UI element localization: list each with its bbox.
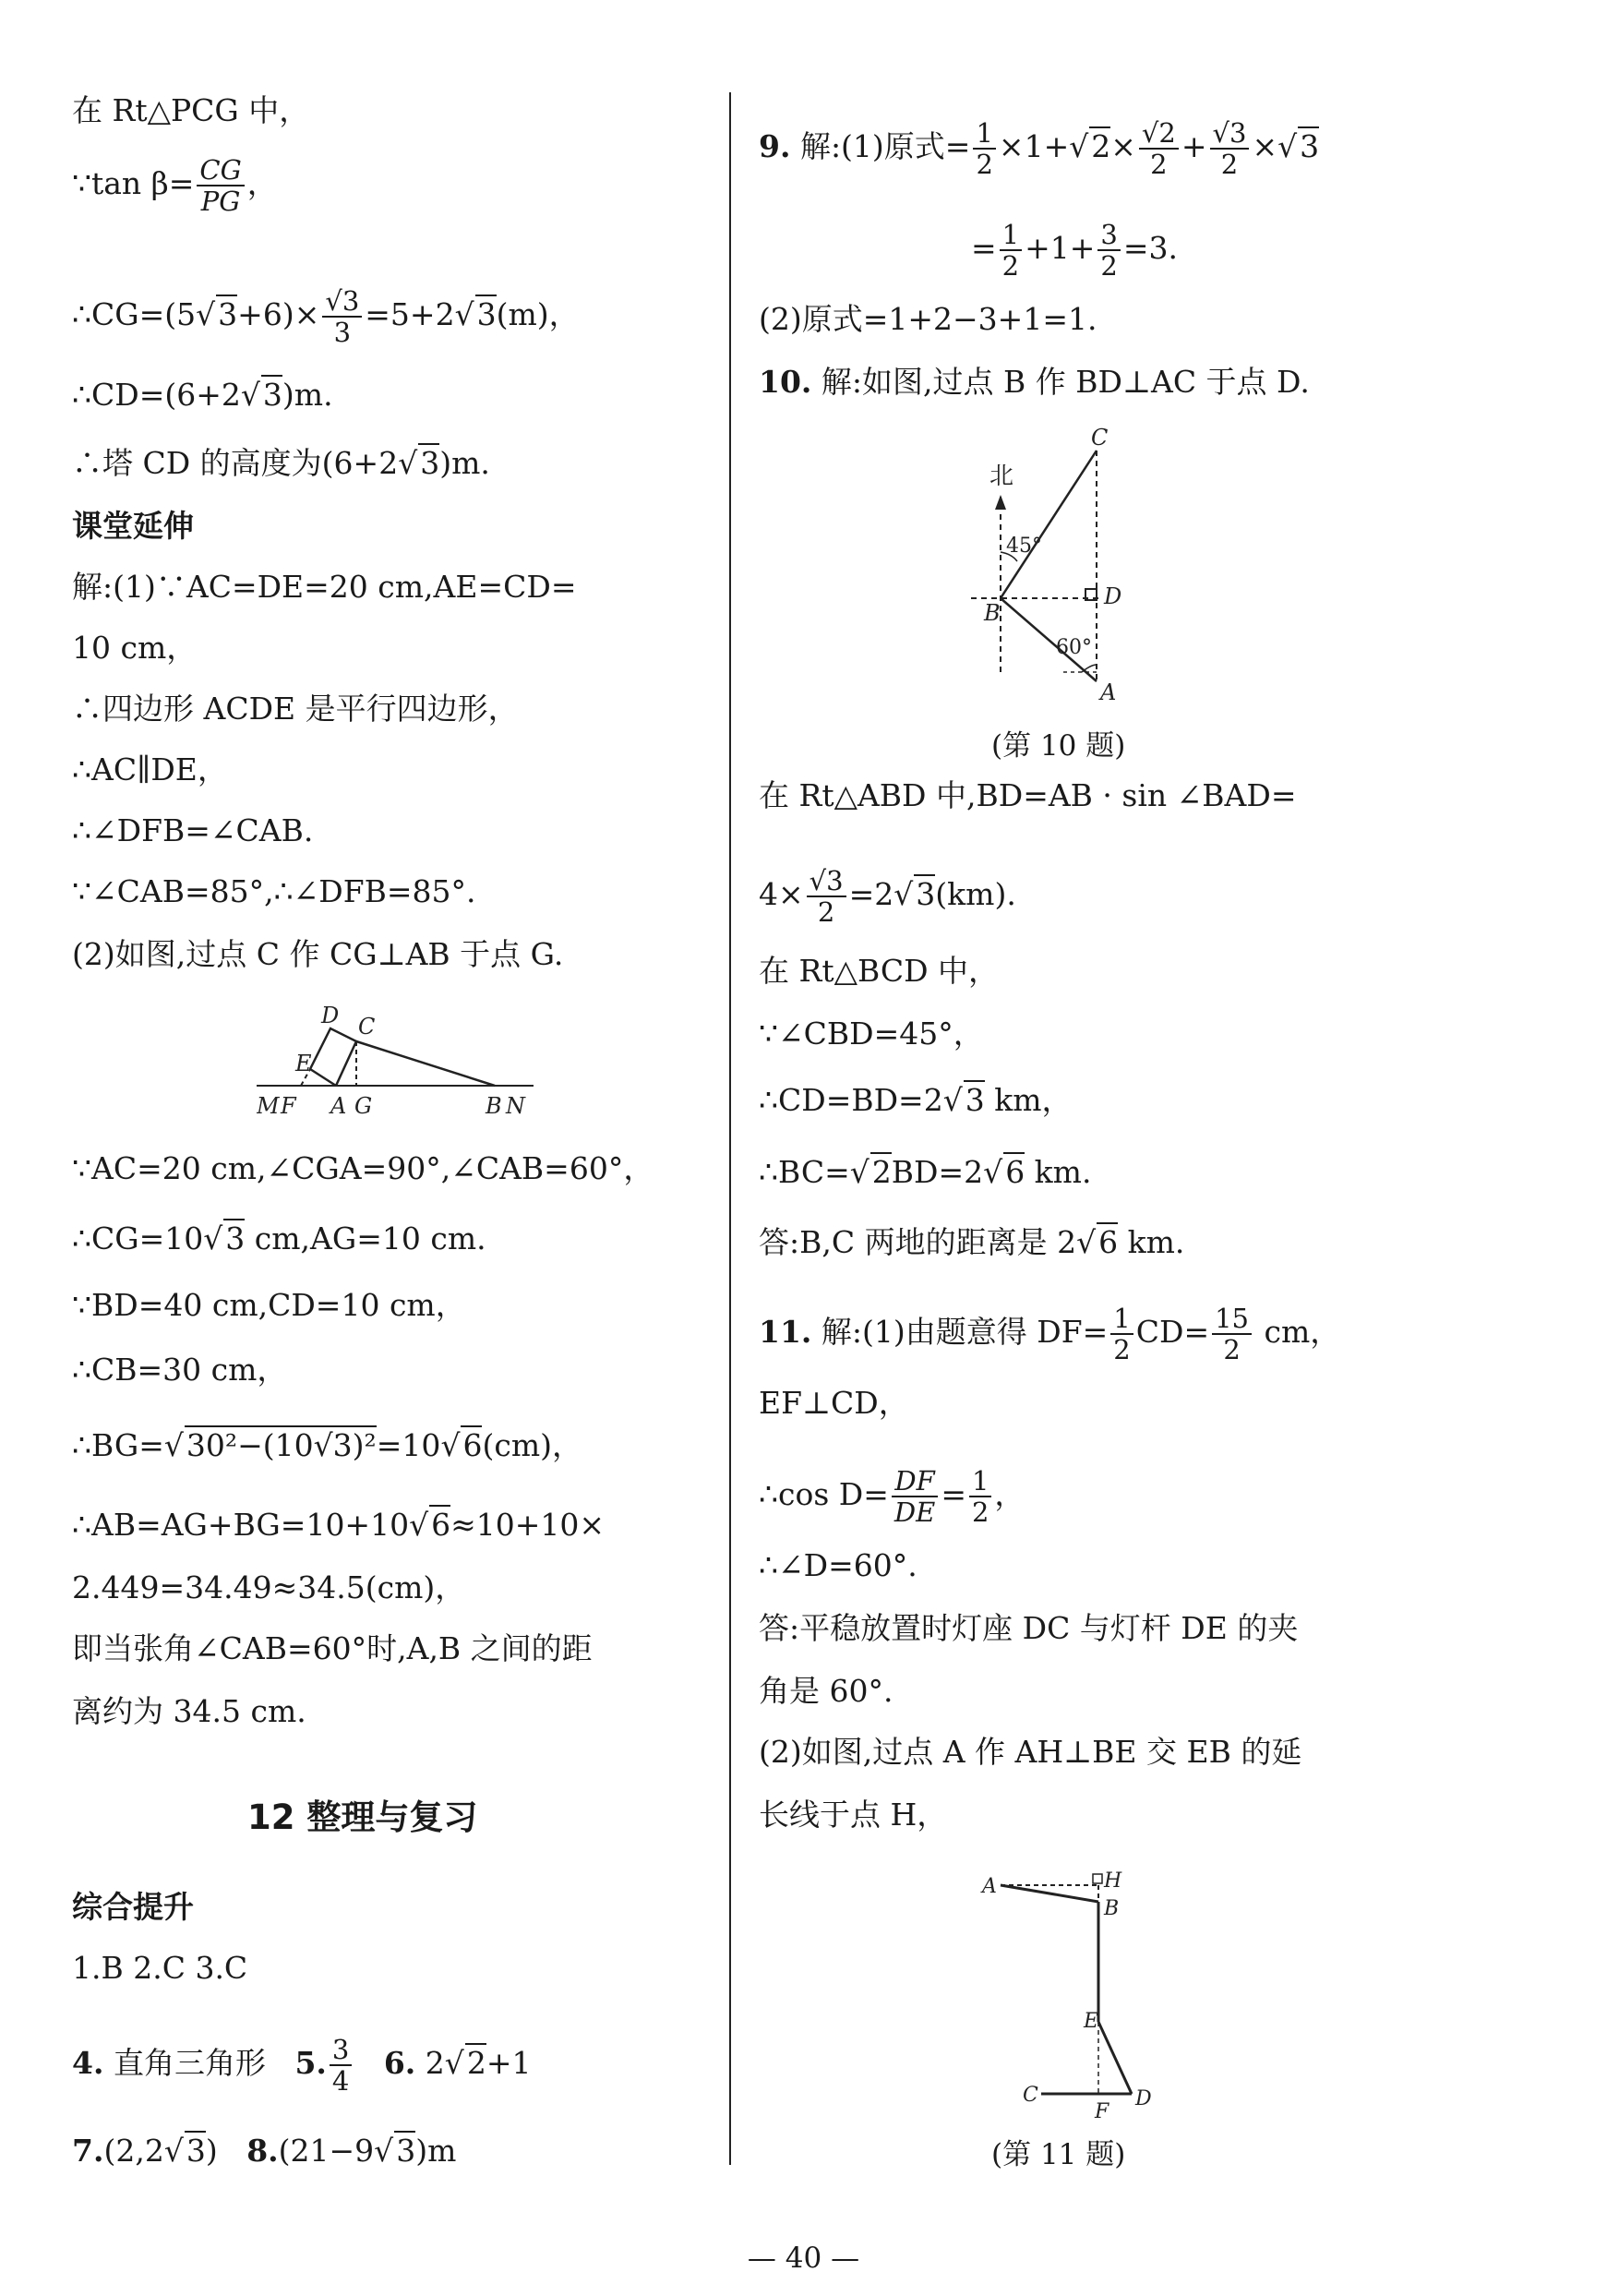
text-line: 在 Rt△ABD 中,BD=AB · sin ∠BAD= bbox=[759, 777, 1297, 813]
answer-line: 7.(2,2√3) 8.(21−9√3)m bbox=[72, 2133, 457, 2169]
text-line: 答:B,C 两地的距离是 2√6 km. bbox=[759, 1224, 1185, 1260]
label-c: C bbox=[358, 1014, 376, 1040]
label-g: G bbox=[354, 1093, 373, 1117]
fraction: $\frac{3}{2}$ bbox=[1097, 220, 1120, 281]
text-line: 10 cm， bbox=[72, 630, 198, 666]
label-b: B bbox=[1104, 1897, 1120, 1920]
segment-ab bbox=[1001, 1885, 1098, 1902]
answer-line: 4. 直角三角形 5. $\frac{3}{4}$ 6. 2√2+1 bbox=[72, 2034, 532, 2097]
label-60: 60° bbox=[1056, 636, 1092, 659]
figure-caption: (第 10 题) bbox=[991, 729, 1126, 763]
text-line: 解:(1)∵AC=DE=20 cm,AE=CD= bbox=[72, 569, 577, 605]
text-line: (2)如图,过点 C 作 CG⊥AB 于点 G. bbox=[72, 936, 564, 972]
text-line: EF⊥CD， bbox=[759, 1385, 909, 1421]
right-angle-mark bbox=[1093, 1874, 1102, 1883]
label-f: F bbox=[281, 1093, 296, 1117]
column-divider bbox=[729, 92, 731, 2165]
fraction: $\frac{3}{4}$ bbox=[330, 2035, 352, 2096]
segment-ed bbox=[1098, 2022, 1132, 2094]
segment-ea bbox=[310, 1069, 336, 1086]
text-line: ∵BD=40 cm,CD=10 cm， bbox=[72, 1287, 466, 1323]
label-n: N bbox=[506, 1093, 525, 1117]
text-line: 即当张角∠CAB=60°时,A,B 之间的距 bbox=[72, 1630, 593, 1666]
label-m: M bbox=[257, 1093, 280, 1117]
text-line: = $\frac{1}{2}$ +1+ $\frac{3}{2}$ =3. bbox=[971, 219, 1178, 282]
text-line: ∴CG=10√3 cm,AG=10 cm. bbox=[72, 1220, 486, 1256]
fraction: $\frac{√3}{2}$ bbox=[807, 866, 846, 927]
text-line: 角是 60°. bbox=[759, 1673, 893, 1709]
text-line: 答:平稳放置时灯座 DC 与灯杆 DE 的夹 bbox=[759, 1610, 1299, 1646]
segment-cb bbox=[356, 1041, 495, 1086]
figure-caption: (第 11 题) bbox=[991, 2138, 1126, 2171]
label-a: A bbox=[1100, 679, 1117, 705]
text-line: ∴BG=√30²−(10√3)²=10√6(cm)， bbox=[72, 1427, 582, 1463]
label-a: A bbox=[330, 1093, 347, 1117]
text-line: 10. 解:如图,过点 B 作 BD⊥AC 于点 D. bbox=[759, 364, 1310, 400]
page-number: — 40 — bbox=[747, 2242, 860, 2275]
text-line: ∴CD=BD=2√3 km， bbox=[759, 1082, 1073, 1118]
text-line: 长线于点 H， bbox=[759, 1797, 948, 1833]
text-line: ∵tan β= $\frac{CG}{PG}$ ， bbox=[72, 154, 278, 217]
text-line: 在 Rt△BCD 中， bbox=[759, 953, 1000, 989]
text-line: 4× $\frac{√3}{2}$ =2√3(km). bbox=[759, 865, 1016, 928]
fraction: $\frac{DF}{DE}$ bbox=[892, 1466, 938, 1527]
chapter-title: 12 整理与复习 bbox=[247, 1797, 478, 1837]
text-line: ∴∠DFB=∠CAB. bbox=[72, 812, 314, 848]
text-line: ∴cos D= $\frac{DF}{DE}$ = $\frac{1}{2}$ ， bbox=[759, 1465, 1025, 1528]
segment-bc bbox=[1001, 451, 1097, 598]
text-line: 2.449=34.49≈34.5(cm)， bbox=[72, 1569, 466, 1605]
text-line: ∴AC∥DE， bbox=[72, 751, 228, 787]
fraction: $\frac{1}{2}$ bbox=[1110, 1304, 1133, 1364]
answer-line: 1.B 2.C 3.C bbox=[72, 1950, 248, 1986]
text-line: (2)原式=1+2−3+1=1. bbox=[759, 301, 1097, 337]
text-line: ∴CG=(5√3+6)× $\frac{√3}{3}$ =5+2√3(m)， bbox=[72, 285, 580, 348]
label-d: D bbox=[1135, 2087, 1152, 2110]
text-line: ∵∠CBD=45°， bbox=[759, 1016, 984, 1052]
figure-q11 bbox=[971, 1859, 1211, 2136]
text-line: ∴四边形 ACDE 是平行四边形， bbox=[72, 691, 519, 727]
fraction: $\frac{1}{2}$ bbox=[1000, 220, 1022, 281]
label-e: E bbox=[295, 1051, 312, 1076]
label-e: E bbox=[1084, 2010, 1099, 2033]
label-d: D bbox=[321, 1003, 340, 1028]
text-line: 在 Rt△PCG 中， bbox=[72, 92, 310, 128]
north-arrow-icon bbox=[995, 495, 1006, 510]
fraction: $\frac{√3}{3}$ bbox=[322, 286, 362, 347]
figure-parallelogram bbox=[257, 997, 589, 1117]
label-a: A bbox=[982, 1875, 997, 1898]
fraction: $\frac{1}{2}$ bbox=[973, 118, 995, 179]
label-h: H bbox=[1104, 1869, 1122, 1893]
text-line: ∴AB=AG+BG=10+10√6≈10+10× bbox=[72, 1507, 606, 1543]
label-north: 北 bbox=[989, 463, 1014, 490]
label-c: C bbox=[1023, 2084, 1038, 2107]
fraction: $\frac{15}{2}$ bbox=[1212, 1304, 1252, 1364]
text-line: ∵∠CAB=85°,∴∠DFB=85°. bbox=[72, 873, 476, 909]
fraction: $\frac{√2}{2}$ bbox=[1139, 118, 1179, 179]
text-line: 9. 解:(1)原式= $\frac{1}{2}$ ×1+√2× $\frac{√2}{2}$ + $\frac{√3}{2}$ ×√3 bbox=[759, 117, 1320, 180]
text-line: 离约为 34.5 cm. bbox=[72, 1693, 306, 1729]
label-f: F bbox=[1095, 2100, 1109, 2123]
text-line: ∴塔 CD 的高度为(6+2√3)m. bbox=[72, 445, 490, 481]
text-line: ∴CB=30 cm， bbox=[72, 1352, 288, 1388]
label-c: C bbox=[1091, 425, 1109, 451]
label-b: B bbox=[984, 600, 1001, 626]
text-line: 11. 解:(1)由题意得 DF= $\frac{1}{2}$ CD= $\frac{15}{2}$ cm， bbox=[759, 1303, 1341, 1365]
fraction: $\frac{√3}{2}$ bbox=[1210, 118, 1250, 179]
text-line: ∵AC=20 cm,∠CGA=90°,∠CAB=60°， bbox=[72, 1150, 654, 1186]
angle-arc bbox=[1082, 665, 1097, 672]
fraction: $\frac{CG}{PG}$ bbox=[197, 155, 244, 216]
label-b: B bbox=[486, 1093, 502, 1117]
section-heading: 综合提升 bbox=[72, 1889, 194, 1925]
label-d: D bbox=[1104, 583, 1122, 609]
label-45: 45° bbox=[1006, 535, 1042, 558]
text-line: ∴CD=(6+2√3)m. bbox=[72, 377, 333, 413]
text-line: ∴∠D=60°. bbox=[759, 1547, 917, 1583]
figure-q10 bbox=[953, 423, 1229, 718]
section-heading: 课堂延伸 bbox=[72, 508, 194, 544]
fraction: $\frac{1}{2}$ bbox=[969, 1466, 991, 1527]
parallelogram-acde bbox=[310, 1028, 356, 1086]
text-line: (2)如图,过点 A 作 AH⊥BE 交 EB 的延 bbox=[759, 1734, 1302, 1770]
text-line: ∴BC=√2BD=2√6 km. bbox=[759, 1154, 1092, 1190]
